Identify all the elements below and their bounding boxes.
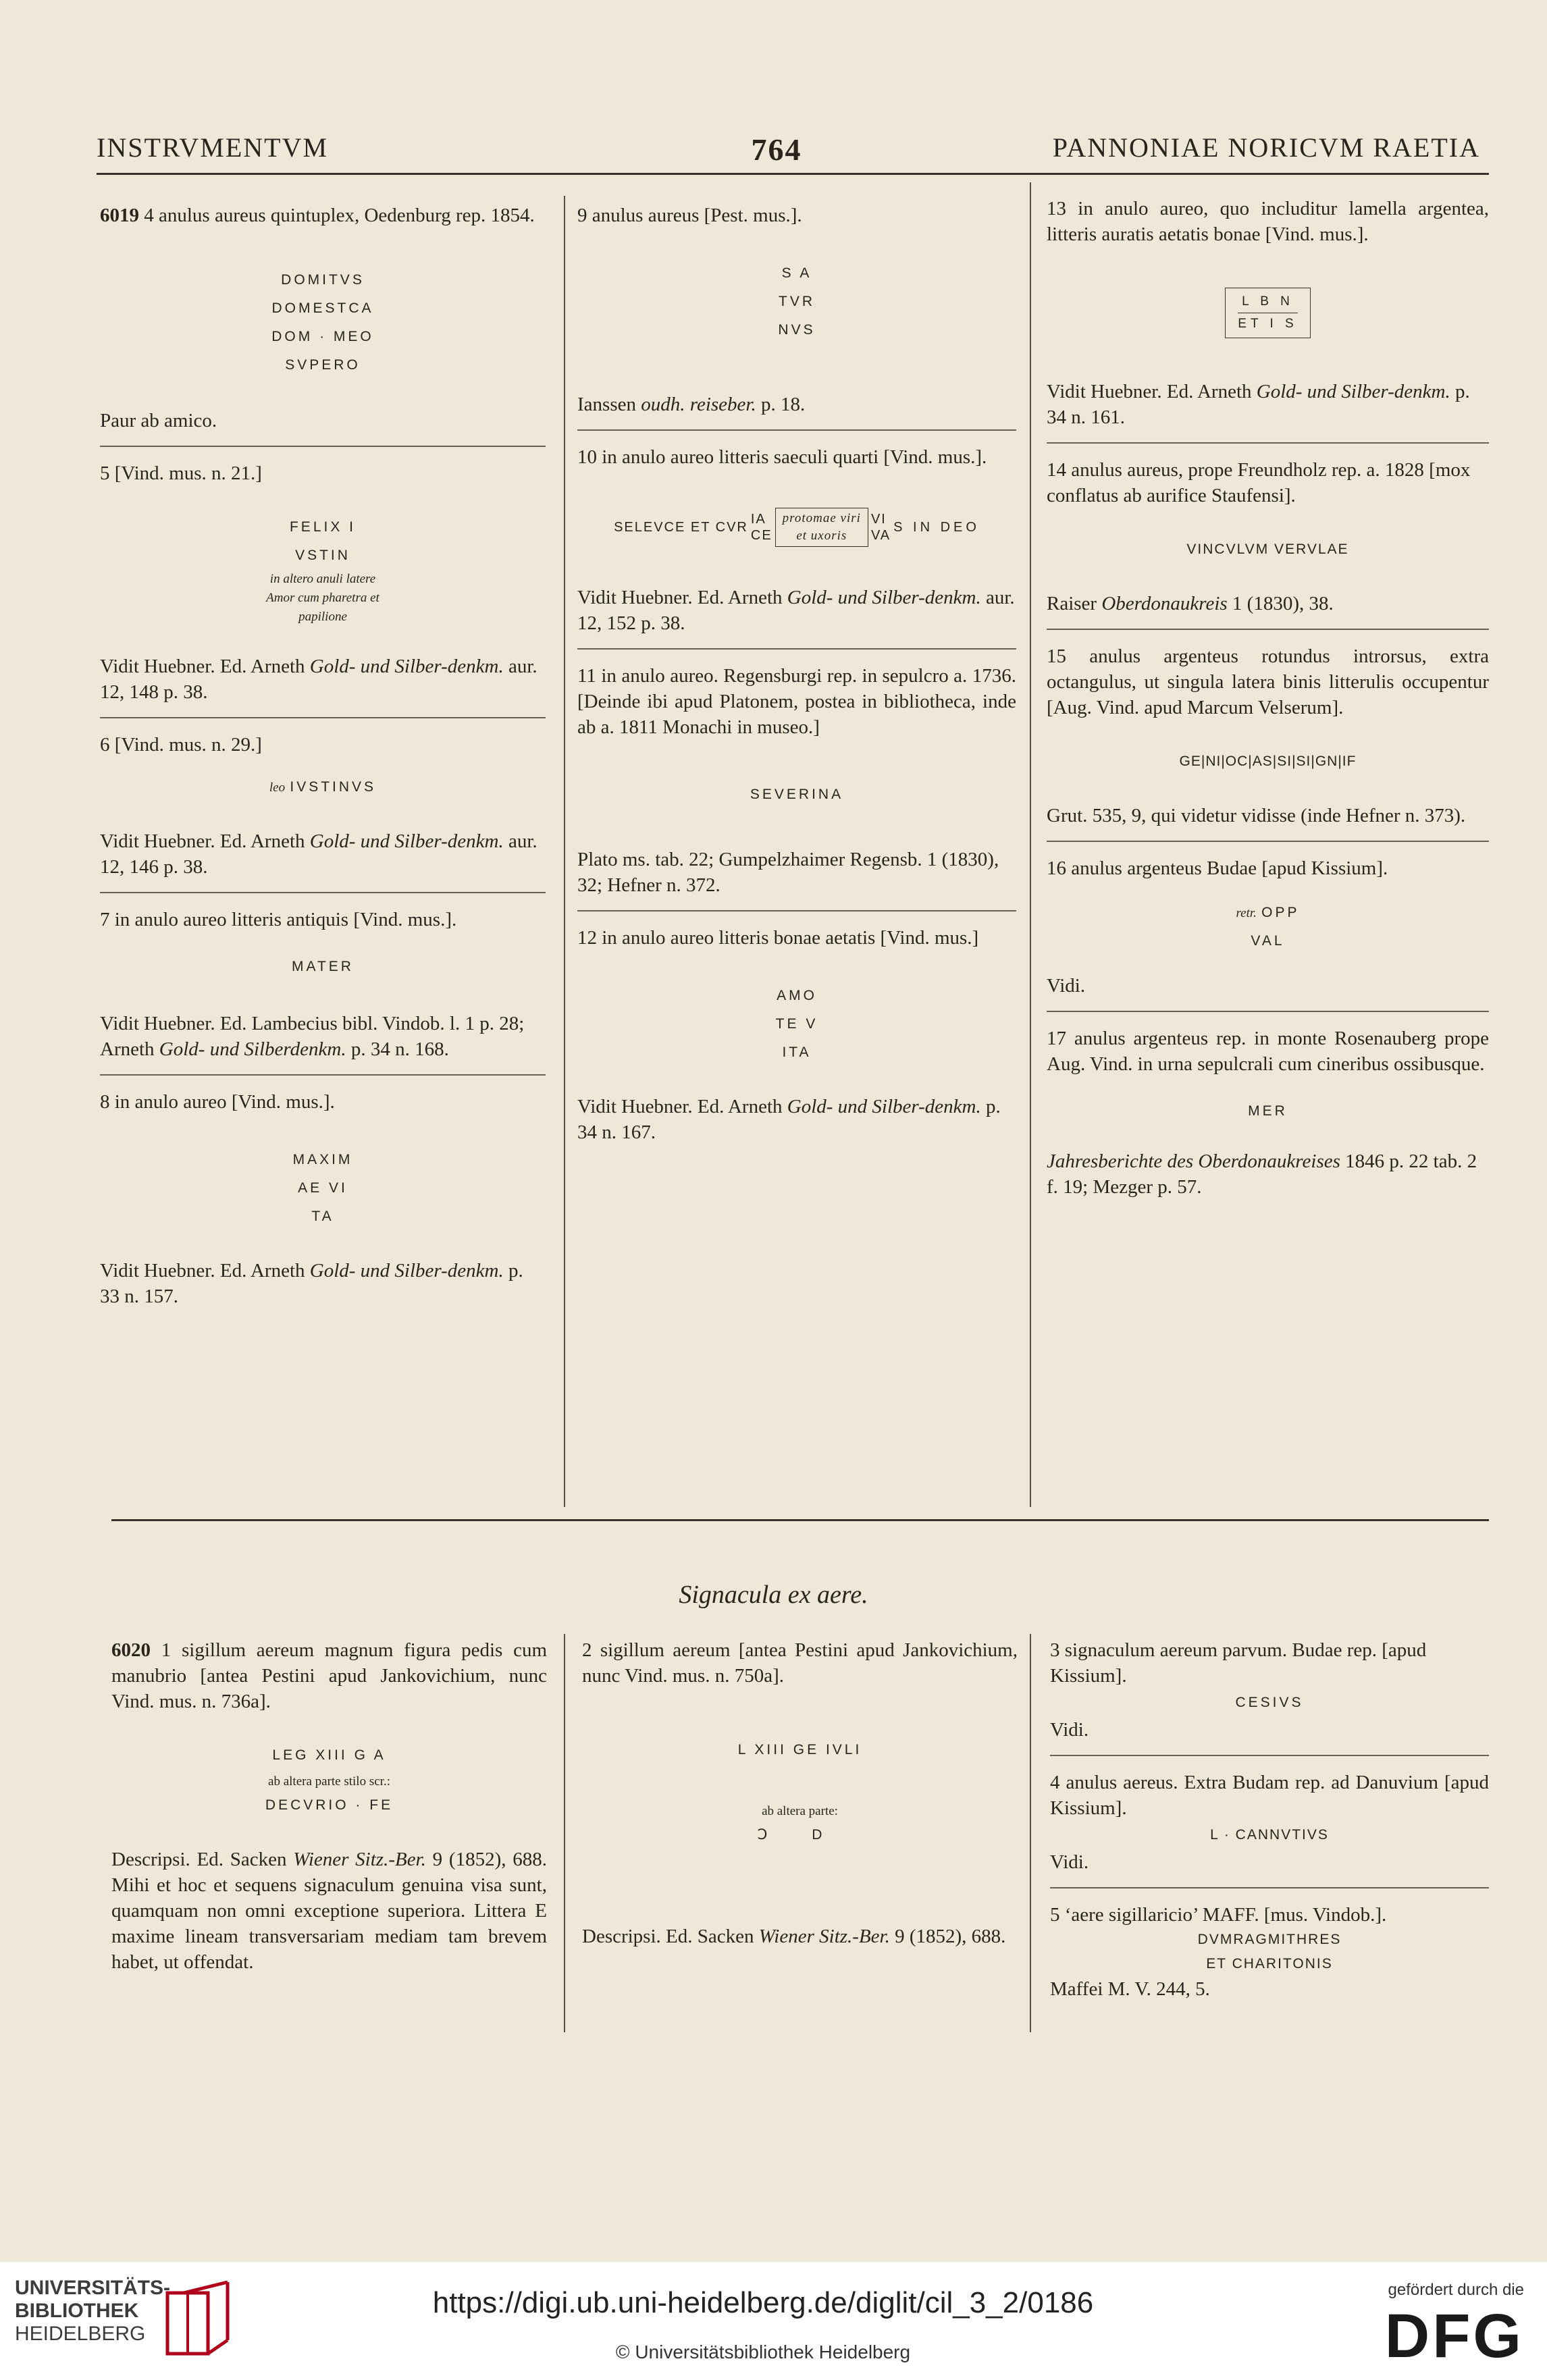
inscription: LEG XIII G A	[272, 1747, 386, 1763]
inscription-note: leo	[269, 781, 286, 795]
inscription-line: CE	[750, 528, 772, 543]
inscription-line: AMO	[777, 988, 817, 1003]
ref-title: Gold- und Silber-denkm.	[309, 830, 504, 852]
inscription-line: OPP	[1261, 905, 1300, 920]
reference	[577, 1094, 1016, 1145]
reference: Vidi.	[1047, 975, 1086, 997]
section-title: Signacula ex aere.	[679, 1581, 868, 1609]
ref-part: Descripsi. Ed. Sacken	[582, 1926, 759, 1947]
inscription: MER	[1248, 1103, 1288, 1119]
section-rule	[111, 1519, 1489, 1521]
note-line: in altero anuli latere	[269, 572, 376, 586]
inscription: GE|NI|OC|AS|SI|SI|GN|IF	[1179, 753, 1357, 769]
reference: Paur ab amico.	[100, 410, 217, 431]
inscription-line: L B N	[1242, 294, 1294, 309]
inscription-line: DOMITVS	[281, 272, 365, 288]
inscription	[100, 772, 546, 801]
ref-title: Wiener Sitz.-Ber.	[758, 1926, 890, 1947]
inscription-line: VAL	[1251, 933, 1285, 949]
reference	[100, 1258, 546, 1309]
inscription-line: IA	[750, 512, 766, 527]
entry-text: 4 anulus aureus quintuplex, Oedenburg rep. 1854.	[144, 205, 535, 226]
figure-box	[775, 508, 868, 547]
entry-separator	[577, 429, 1016, 431]
column-rule-4	[1030, 1634, 1031, 2032]
reference	[1047, 591, 1489, 616]
ref-part: Ianssen	[577, 394, 641, 415]
inscription	[1050, 1928, 1489, 1976]
bottom-column-3	[1050, 1637, 1489, 2002]
ref-title: Gold- und Silberdenkm.	[159, 1038, 346, 1060]
ref-part: 9 (1852), 688. Mihi et hoc et sequens signaculum genuina visa sunt, quamquam non omni exceptione superiora. Littera E maxime lineam transversariam mediam tam brevem habet, ut offendat.	[111, 1849, 547, 1973]
ref-part: 1846 p. 22 tab. 2 f. 19; Mezger p. 57.	[1047, 1151, 1477, 1198]
inscription-line: DOM · MEO	[271, 329, 374, 344]
inscription	[577, 508, 1016, 547]
entry-separator	[1047, 629, 1489, 630]
entry-text: 11 in anulo aureo. Regensburgi rep. in sepulcro a. 1736. [Deinde ibi apud Platonem, postea in bibliotheca, inde ab a. 1811 Monachi in museo.]	[577, 665, 1016, 738]
entry-separator	[577, 648, 1016, 650]
inscription: L · CANNVTIVS	[1210, 1827, 1329, 1843]
logo-text: UNIVERSITÄTS-	[15, 2277, 171, 2299]
inscription-line: TE V	[775, 1016, 818, 1032]
column-3	[1047, 196, 1489, 1200]
logo-text: HEIDELBERG	[15, 2323, 146, 2345]
entry-text: 12 in anulo aureo litteris bonae aetatis [Vind. mus.]	[577, 927, 979, 949]
entry-text: 1 sigillum aereum magnum figura pedis cum manubrio [antea Pestini apud Jankovichium, nunc Vind. mus. n. 736a].	[111, 1639, 547, 1712]
copyright-notice: © Universitätsbibliothek Heidelberg	[615, 2342, 911, 2362]
inscription	[100, 513, 546, 570]
reference	[111, 1847, 547, 1975]
ref-part: p. 34 n. 168.	[346, 1038, 449, 1060]
inscription: VINCVLVM VERVLAE	[1186, 541, 1349, 557]
reference	[1047, 1148, 1489, 1200]
ref-title: Gold- und Silber-denkm.	[787, 587, 981, 608]
entry-text: 2 sigillum aereum [antea Pestini apud Jankovichium, nunc Vind. mus. n. 750a].	[582, 1639, 1018, 1687]
reference: Maffei M. V. 244, 5.	[1050, 1978, 1210, 2000]
reference: Plato ms. tab. 22; Gumpelzhaimer Regensb. 1 (1830), 32; Hefner n. 372.	[577, 849, 999, 896]
reference	[100, 1011, 546, 1062]
inscription	[577, 259, 1016, 344]
inscription-line: MAXIM	[292, 1152, 353, 1167]
running-header-right: PANNONIAE NORICVM RAETIA	[1052, 132, 1480, 163]
column-rule-1	[564, 196, 565, 1507]
figure-note: protomae viri	[782, 511, 861, 525]
reference: Vidi.	[1050, 1719, 1089, 1741]
inscription	[577, 982, 1016, 1067]
ref-part: p. 33 n. 157.	[100, 1260, 523, 1307]
inscription-note	[100, 570, 546, 627]
ref-title: oudh. reiseber.	[641, 394, 756, 415]
ref-part: aur. 12, 152 p. 38.	[577, 587, 1015, 634]
ref-part: p. 34 n. 167.	[577, 1096, 1001, 1143]
ref-title: Oberdonaukreis	[1101, 593, 1228, 614]
inscription-line: ITA	[782, 1044, 812, 1060]
entry-separator	[1047, 1011, 1489, 1012]
reference: Grut. 535, 9, qui videtur vidisse (inde Hefner n. 373).	[1047, 805, 1466, 826]
inscription-line: VA	[870, 528, 891, 543]
inscription-line: DOMESTCA	[271, 300, 374, 316]
entry-text: 3 signaculum aereum parvum. Budae rep. [apud Kissium].	[1050, 1639, 1427, 1687]
ref-part: Vidit Huebner. Ed. Lambecius bibl. Vindob. l. 1 p. 28; Arneth	[100, 1013, 525, 1060]
inscription: DECVRIO · FE	[265, 1797, 394, 1813]
entry-text: 5 ‘aere sigillaricio’ MAFF. [mus. Vindob.].	[1050, 1904, 1387, 1926]
permalink-url[interactable]: https://digi.ub.uni-heidelberg.de/diglit/cil_3_2/0186	[432, 2286, 1094, 2319]
inscription-line: FELIX I	[289, 519, 357, 535]
entry-separator	[577, 910, 1016, 911]
entry-text: 9 anulus aureus [Pest. mus.].	[577, 205, 802, 226]
entry-text: 7 in anulo aureo litteris antiquis [Vind. mus.].	[100, 909, 457, 930]
reference	[100, 828, 546, 880]
reference	[577, 392, 1016, 417]
ref-title: Gold- und Silber-denkm.	[309, 656, 504, 677]
inscription-line: NVS	[778, 322, 816, 338]
inscription: L XIII GE IVLI	[737, 1742, 862, 1757]
inscription	[100, 266, 546, 379]
funding-note: gefördert durch die	[1388, 2281, 1524, 2299]
entry-text: 16 anulus argenteus Budae [apud Kissium].	[1047, 857, 1388, 879]
ref-part: p. 34 n. 161.	[1047, 381, 1470, 428]
ref-part: 1 (1830), 38.	[1227, 593, 1334, 614]
inscription	[1047, 288, 1489, 338]
inscription-note: ab altera parte:	[762, 1804, 838, 1818]
inscription-line: ET CHARITONIS	[1206, 1956, 1333, 1972]
inscription: MATER	[292, 959, 354, 974]
entry-separator	[1050, 1755, 1489, 1756]
logo-text: BIBLIOTHEK	[15, 2300, 139, 2322]
ref-part: Descripsi. Ed. Sacken	[111, 1849, 294, 1870]
viewer-footer	[0, 2262, 1547, 2380]
reference	[577, 585, 1016, 636]
ref-part: Raiser	[1047, 593, 1102, 614]
entry-separator	[100, 892, 546, 893]
inscription-line: AE VI	[298, 1180, 348, 1196]
note-line: Amor cum pharetra et	[266, 591, 379, 605]
inscription-line: IVSTINVS	[290, 779, 377, 795]
ref-title: Gold- und Silber-denkm.	[787, 1096, 981, 1117]
ref-part: Vidit Huebner. Ed. Arneth	[100, 830, 310, 852]
column-rule-2	[1030, 182, 1031, 1507]
inscription	[1047, 899, 1489, 955]
ref-part: aur. 12, 146 p. 38.	[100, 830, 537, 878]
entry-text: 10 in anulo aureo litteris saeculi quarti [Vind. mus.].	[577, 446, 987, 468]
inscription-stack	[871, 511, 891, 544]
reference	[100, 654, 546, 705]
header-rule	[97, 173, 1489, 175]
entry-text: 8 in anulo aureo [Vind. mus.].	[100, 1091, 335, 1113]
inscription-note: retr.	[1236, 906, 1257, 920]
inscription: Ↄ D	[757, 1827, 843, 1843]
entry-text: 13 in anulo aureo, quo includitur lamella argentea, litteris auratis aetatis bonae [Vind. mus.].	[1047, 198, 1489, 245]
ref-part: Vidit Huebner. Ed. Arneth	[100, 1260, 310, 1281]
figure-note: et uxoris	[796, 529, 847, 543]
column-2	[577, 203, 1016, 1145]
inscription-line: VSTIN	[295, 548, 350, 563]
ref-title: Wiener Sitz.-Ber.	[293, 1849, 426, 1870]
inscription-line: VI	[870, 512, 887, 527]
entry-text: 14 anulus aureus, prope Freundholz rep. a. 1828 [mox conflatus ab aurifice Staufensi].	[1047, 459, 1471, 506]
entry-separator	[1050, 1887, 1489, 1888]
inscription-line: TVR	[779, 294, 815, 309]
ref-part: aur. 12, 148 p. 38.	[100, 656, 537, 703]
entry-6020	[111, 1637, 547, 1714]
ref-title: Gold- und Silber-denkm.	[1256, 381, 1450, 402]
entry-text: 5 [Vind. mus. n. 21.]	[100, 462, 262, 484]
inscription: CESIVS	[1235, 1695, 1304, 1710]
inscription: SEVERINA	[750, 787, 844, 802]
reference	[582, 1924, 1018, 1949]
page-number: 764	[751, 132, 802, 167]
entry-text: 17 anulus argenteus rep. in monte Rosenauberg prope Aug. Vind. in urna sepulcrali cum cineribus ossibusque.	[1047, 1028, 1489, 1075]
note-line: papilione	[298, 610, 347, 624]
ref-part: p. 18.	[756, 394, 806, 415]
running-header-left: INSTRVMENTVM	[97, 132, 329, 163]
entry-separator	[100, 717, 546, 718]
reference: Vidi.	[1050, 1851, 1089, 1873]
entry-text: 4 anulus aereus. Extra Budam rep. ad Danuvium [apud Kissium].	[1050, 1772, 1489, 1819]
entry-separator	[1047, 841, 1489, 842]
ref-part: Vidit Huebner. Ed. Arneth	[577, 1096, 787, 1117]
inscription-stack	[751, 511, 772, 544]
entry-number: 6020	[111, 1639, 151, 1661]
entry-separator	[1047, 442, 1489, 444]
inscription-line: S A	[781, 265, 812, 281]
inscription-note: ab altera parte stilo scr.:	[268, 1774, 390, 1789]
library-logo[interactable]	[15, 2277, 170, 2346]
inscription-line: SVPERO	[285, 357, 361, 373]
dfg-logo[interactable]: DFG	[1384, 2302, 1524, 2371]
bottom-column-2	[582, 1637, 1018, 1949]
ref-title: Jahresberichte des Oberdonaukreises	[1047, 1151, 1340, 1172]
inscription	[100, 1146, 546, 1231]
bottom-column-1	[111, 1637, 547, 1975]
entry-number: 6019	[100, 205, 139, 226]
entry-text: 6 [Vind. mus. n. 29.]	[100, 734, 262, 756]
entry-text: 15 anulus argenteus rotundus introrsus, extra octangulus, ut singula latera binis litterulis occupentur [Aug. Vind. apud Marcum Velserum].	[1047, 645, 1489, 718]
inscription-line: DVMRAGMITHRES	[1197, 1932, 1342, 1947]
ref-part: Vidit Huebner. Ed. Arneth	[100, 656, 310, 677]
inscription-line: SELEVCE ET CVR	[614, 520, 748, 535]
inscription-box	[1225, 288, 1310, 338]
inscription-line: ET I S	[1238, 313, 1297, 335]
inscription-line: S IN DEO	[893, 520, 980, 535]
entry-6019	[100, 203, 546, 228]
ref-part: 9 (1852), 688.	[889, 1926, 1006, 1947]
ref-part: Vidit Huebner. Ed. Arneth	[577, 587, 787, 608]
ref-part: Vidit Huebner. Ed. Arneth	[1047, 381, 1257, 402]
reference	[1047, 379, 1489, 430]
column-rule-3	[564, 1634, 565, 2032]
entry-separator	[100, 446, 546, 447]
inscription-line: TA	[311, 1209, 334, 1224]
ref-title: Gold- und Silber-denkm.	[309, 1260, 504, 1281]
column-1	[100, 203, 546, 1309]
library-logo-icon	[163, 2279, 238, 2360]
entry-separator	[100, 1074, 546, 1076]
